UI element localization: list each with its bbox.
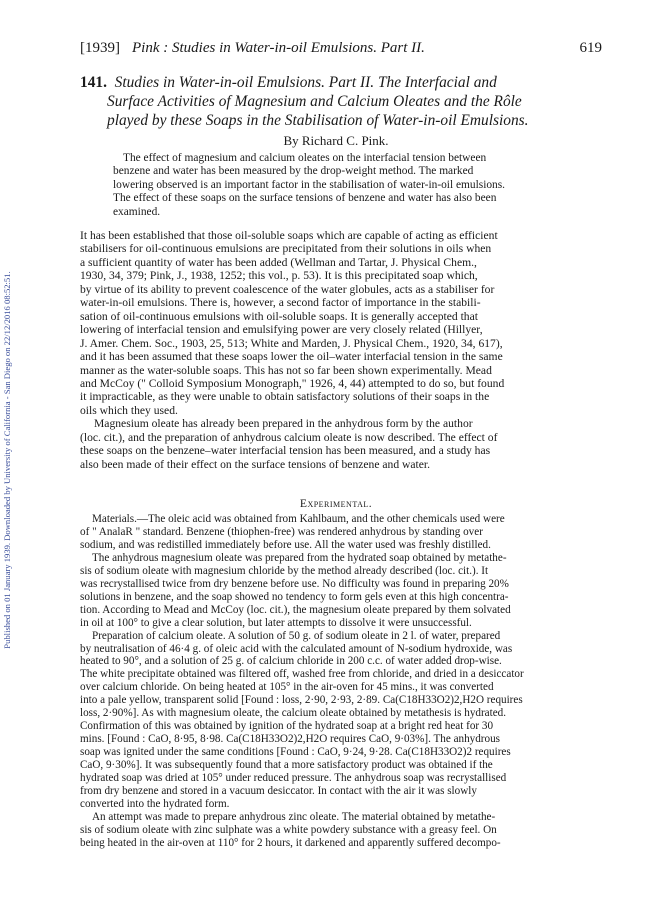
download-watermark xyxy=(2,60,16,860)
body-line: manner as the water-soluble soaps. This has not so far been shown experimentally. Mead xyxy=(80,363,492,377)
article-number: 141. xyxy=(80,74,107,91)
introduction xyxy=(80,229,602,471)
abstract-line: benzene and water has been measured by the drop-weight method. The marked xyxy=(113,165,474,178)
article-title xyxy=(80,73,610,130)
abstract-line: The effect of magnesium and calcium oleates on the interfacial tension between xyxy=(123,152,487,164)
body-line: CaO, 9·30%]. It was subsequently found that a more satisfactory product was obtained if the xyxy=(80,759,493,772)
body-line: converted into the hydrated form. xyxy=(80,797,230,810)
body-line: water-in-oil emulsions. There is, however, a second factor of importance in the stabili- xyxy=(80,296,481,310)
header-left xyxy=(80,40,425,57)
body-line: of " AnalaR " standard. Benzene (thiophen-free) was rendered anhydrous by standing over xyxy=(80,525,483,538)
body-line: by neutralisation of 46·4 g. of oleic acid with the calculated amount of N-sodium hydroxide, was xyxy=(80,642,513,655)
body-line: solutions in benzene, and the soap showed no tendency to form gels even at this high concentra- xyxy=(80,590,509,603)
running-header xyxy=(80,40,602,60)
body-line: from dry benzene and stored in a vacuum desiccator. In contact with the air it was slowly xyxy=(80,785,477,798)
body-line: hydrated soap was dried at 105° under reduced pressure. The anhydrous soap was recrystallised xyxy=(80,772,507,785)
experimental-section xyxy=(80,513,602,850)
body-line: Preparation of calcium oleate. A solution of 50 g. of sodium oleate in 2 l. of water, prepared xyxy=(92,629,501,642)
body-line: An attempt was made to prepare anhydrous zinc oleate. The material obtained by metathe- xyxy=(92,810,496,823)
abstract-line: examined. xyxy=(113,205,161,218)
page-number: 619 xyxy=(579,40,602,56)
body-line: J. Amer. Chem. Soc., 1903, 25, 513; White and Marden, J. Physical Chem., 1920, 34, 617), xyxy=(80,336,503,350)
body-line: sis of sodium oleate with magnesium chloride by the method already described (loc. cit.). It xyxy=(80,564,489,577)
body-line: Magnesium oleate has already been prepared in the anhydrous form by the author xyxy=(94,417,473,431)
body-line: also been made of their effect on the surface tensions of benzene and water. xyxy=(80,457,431,471)
body-line: sation of oil-continuous emulsions with oil-soluble soaps. It is generally accepted that xyxy=(80,309,478,323)
body-line: mins. [Found : CaO, 8·95, 8·98. Ca(C18H33O2)2,H2O requires CaO, 9·03%]. The anhydrous xyxy=(80,733,500,746)
body-line: (loc. cit.), and the preparation of anhydrous calcium oleate is now described. The effect of xyxy=(80,430,498,444)
body-line: in oil at 100° to give a clear solution, but later attempts to dissolve it were unsuccessful. xyxy=(80,616,472,629)
body-line: it impracticable, as they were unable to obtain satisfactory solutions of their soaps in the xyxy=(80,390,490,404)
body-line: loss, 2·90%]. As with magnesium oleate, the calcium oleate obtained by metathesis is hydrated. xyxy=(80,707,507,720)
running-title: Pink : Studies in Water-in-oil Emulsions. Part II. xyxy=(132,40,425,56)
body-line: lowering of interfacial tension and emulsifying power are very closely related (Hillyer, xyxy=(80,323,483,337)
body-line: by virtue of its ability to prevent coalescence of the water globules, acts as a stabiliser for xyxy=(80,282,495,296)
body-line: The white precipitate obtained was filtered off, washed free from chloride, and dried in a desiccator xyxy=(80,668,524,681)
body-line: oils which they used. xyxy=(80,403,178,417)
body-line: tion. According to Mead and McCoy (loc. cit.), the magnesium oleate prepared by them solvated xyxy=(80,603,511,616)
body-line: and it has been assumed that these soaps lower the oil–water interfacial tension in the same xyxy=(80,350,503,364)
download-notice: Published on 01 January 1939. Downloaded by University of California - San Diego on 22/12/2016 08:52:51. xyxy=(2,271,12,649)
body-line: 1930, 34, 379; Pink, J., 1938, 1252; this vol., p. 53). It is this precipitated soap which, xyxy=(80,269,478,283)
body-line: sodium, and was redistilled immediately before use. All the water used was freshly distilled. xyxy=(80,538,491,551)
header-year: [1939] xyxy=(80,40,120,56)
body-line: The anhydrous magnesium oleate was prepared from the hydrated soap obtained by metathe- xyxy=(92,551,507,564)
body-line: sis of sodium oleate with zinc sulphate was a white powdery substance with a greasy feel. On xyxy=(80,823,497,836)
body-line: stabilisers for oil-continuous emulsions are precipitated from their solutions in oils when xyxy=(80,242,492,256)
author-byline: By Richard C. Pink. xyxy=(283,133,389,148)
body-line: was recrystallised twice from dry benzene before use. No difficulty was found in preparing 20% xyxy=(80,577,509,590)
body-line: heated to 90°, and a solution of 25 g. of calcium chloride in 200 c.c. of water added drop-wise. xyxy=(80,655,502,668)
body-line: and McCoy (" Colloid Symposium Monograph," 1926, 4, 44) attempted to do so, but found xyxy=(80,376,505,390)
body-line: soap was ignited under the same conditions [Found : CaO, 9·24, 9·28. Ca(C18H33O2)2 requires xyxy=(80,746,511,759)
body-line: Materials.—The oleic acid was obtained from Kahlbaum, and the other chemicals used were xyxy=(92,513,505,525)
body-line: being heated in the air-oven at 110° for 2 hours, it darkened and apparently suffered decompo- xyxy=(80,836,501,849)
section-heading: Experimental. xyxy=(299,497,373,510)
title-line-1: 141. Studies in Water-in-oil Emulsions. Part II. The Interfacial and xyxy=(80,74,497,91)
abstract xyxy=(113,152,559,219)
body-line: It has been established that those oil-soluble soaps which are capable of acting as efficient xyxy=(80,229,498,242)
body-line: into a pale yellow, transparent solid [Found : loss, 2·90, 2·93, 2·89. Ca(C18H33O2)2,H2O requires xyxy=(80,694,523,707)
body-line: a sufficient quantity of water has been added (Wellman and Tartar, J. Physical Chem., xyxy=(80,255,477,269)
abstract-line: lowering observed is an important factor in the stabilisation of water-in-oil emulsions. xyxy=(113,178,506,191)
title-line-3: played by these Soaps in the Stabilisation of Water-in-oil Emulsions. xyxy=(107,112,529,129)
body-line: Confirmation of this was obtained by ignition of the hydrated soap at a bright red heat for 30 xyxy=(80,720,494,733)
title-line-2: Surface Activities of Magnesium and Calcium Oleates and the Rôle xyxy=(107,93,522,110)
body-line: these soaps on the benzene–water interfacial tension has been measured, and a study has xyxy=(80,444,491,458)
body-line: over calcium chloride. On being heated at 105° in the air-oven for 45 mins., it was converted xyxy=(80,681,494,694)
abstract-line: The effect of these soaps on the surface tensions of benzene and water has also been xyxy=(113,192,497,205)
